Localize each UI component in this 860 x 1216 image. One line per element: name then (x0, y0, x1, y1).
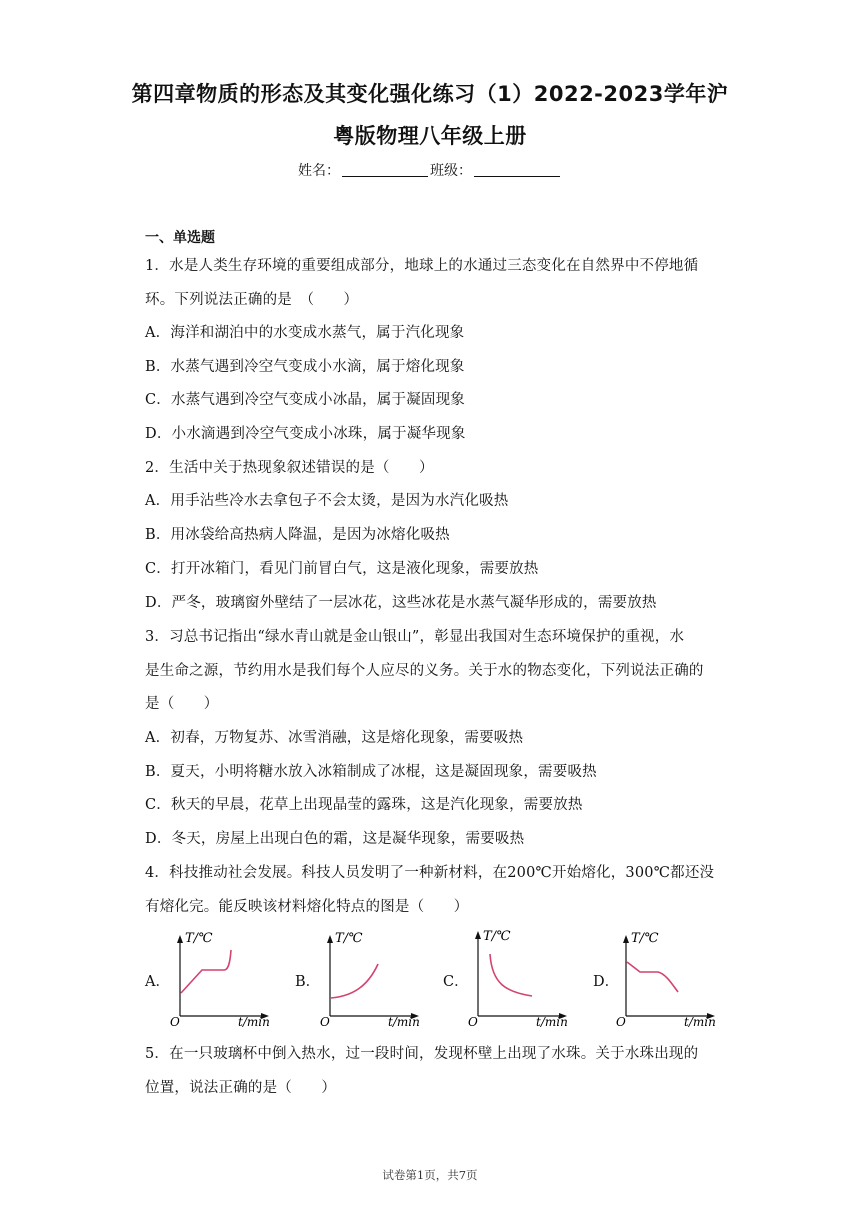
q3-option-c: C．秋天的早晨，花草上出现晶莹的露珠，这是汽化现象，需要放热 (145, 797, 583, 813)
q1-option-d: D．小水滴遇到冷空气变成小冰珠，属于凝华现象 (145, 426, 466, 442)
q5-line1: 5．在一只玻璃杯中倒入热水，过一段时间，发现杯壁上出现了水珠。关于水珠出现的 (145, 1046, 699, 1062)
graph-b-x-axis: t/min (388, 1015, 420, 1028)
q4-line1: 4．科技推动社会发展。科技人员发明了一种新材料，在200℃开始熔化，300℃都还没 (145, 865, 715, 881)
graph-b (318, 928, 426, 1028)
q4-line2: 有熔化完。能反映该材料熔化特点的图是（ ） (145, 899, 469, 915)
q3-option-a: A．初春，万物复苏、冰雪消融，这是熔化现象，需要吸热 (145, 730, 524, 746)
graph-b-y-axis: T/℃ (335, 931, 363, 946)
graph-a-curve (181, 950, 231, 993)
q3-option-d: D．冬天，房屋上出现白色的霜，这是凝华现象，需要吸热 (145, 831, 525, 847)
q1-option-a: A．海洋和湖泊中的水变成水蒸气，属于汽化现象 (145, 325, 465, 341)
graph-c-curve (490, 954, 532, 996)
q3-line1: 3．习总书记指出“绿水青山就是金山银山”，彰显出我国对生态环境保护的重视，水 (145, 629, 685, 645)
graph-d-label: D． (593, 974, 620, 990)
graph-d-origin: O (616, 1015, 626, 1028)
graph-d-x-axis: t/min (684, 1015, 716, 1028)
q5-line2: 位置，说法正确的是（ ） (145, 1080, 337, 1096)
q3-line3: 是（ ） (145, 696, 219, 712)
q2-option-b: B．用冰袋给高热病人降温，是因为冰熔化吸热 (145, 527, 450, 543)
class-label: 班级： (430, 163, 472, 179)
name-label: 姓名： (298, 163, 340, 179)
class-blank (474, 176, 560, 177)
student-info (0, 160, 860, 180)
graph-a-x-axis: t/min (238, 1015, 270, 1028)
graph-a (168, 928, 276, 1028)
name-blank (342, 176, 428, 177)
q3-line2: 是生命之源，节约用水是我们每个人应尽的义务。关于水的物态变化，下列说法正确的 (145, 663, 704, 679)
q1-option-c: C．水蒸气遇到冷空气变成小冰晶，属于凝固现象 (145, 392, 465, 408)
graph-a-label: A． (145, 974, 170, 990)
graph-c-x-axis: t/min (536, 1015, 568, 1028)
graph-a-y-axis: T/℃ (185, 931, 213, 946)
graph-d-curve (627, 962, 678, 992)
q2-line1: 2．生活中关于热现象叙述错误的是（ ） (145, 460, 434, 476)
doc-title-line1: 第四章物质的形态及其变化强化练习（1）2022-2023学年沪 (131, 82, 729, 106)
graph-c-label: C． (443, 974, 469, 990)
graph-a-origin: O (170, 1015, 180, 1028)
q1-line2: 环。下列说法正确的是 （ ） (145, 292, 359, 308)
page-footer: 试卷第1页，共7页 (382, 1168, 478, 1182)
q2-option-d: D．严冬，玻璃窗外壁结了一层冰花，这些冰花是水蒸气凝华形成的，需要放热 (145, 595, 657, 611)
graph-d (614, 928, 722, 1028)
graph-d-y-axis: T/℃ (631, 931, 659, 946)
graph-c (466, 928, 574, 1028)
section-title: 一、单选题 (145, 230, 215, 246)
graph-b-label: B． (295, 974, 321, 990)
graph-b-curve (331, 964, 378, 998)
q1-line1: 1．水是人类生存环境的重要组成部分，地球上的水通过三态变化在自然界中不停地循 (145, 258, 699, 274)
q2-option-a: A．用手沾些冷水去拿包子不会太烫，是因为水汽化吸热 (145, 493, 509, 509)
graph-b-origin: O (320, 1015, 330, 1028)
doc-title-line2: 粤版物理八年级上册 (333, 124, 527, 148)
graph-c-origin: O (468, 1015, 478, 1028)
q1-option-b: B．水蒸气遇到冷空气变成小水滴，属于熔化现象 (145, 359, 465, 375)
q3-option-b: B．夏天，小明将糖水放入冰箱制成了冰棍，这是凝固现象，需要吸热 (145, 764, 597, 780)
q2-option-c: C．打开冰箱门，看见门前冒白气，这是液化现象，需要放热 (145, 561, 539, 577)
graph-c-y-axis: T/℃ (483, 929, 511, 944)
